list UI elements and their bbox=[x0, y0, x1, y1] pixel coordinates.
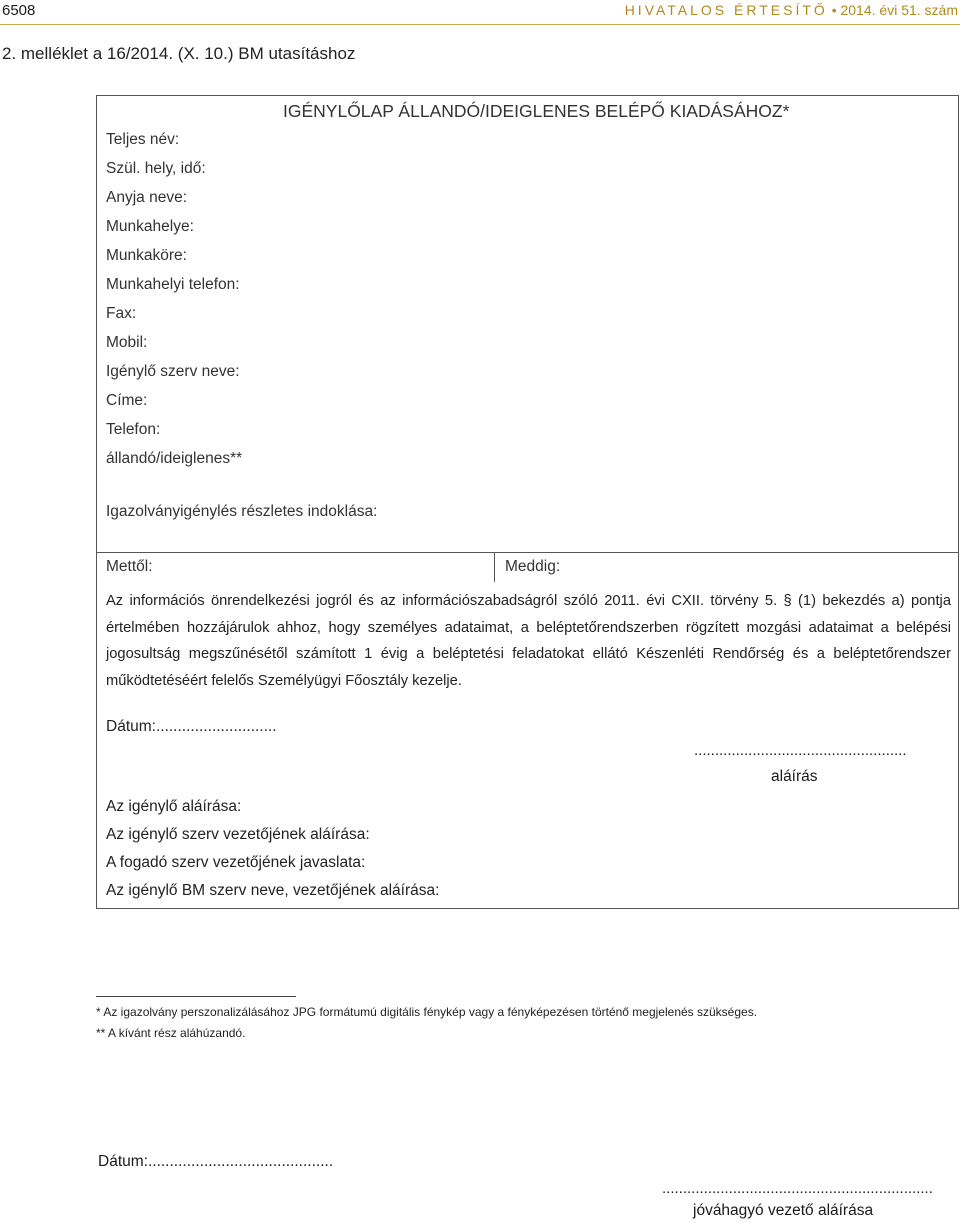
justification-label: Igazolványigénylés részletes indoklása: bbox=[106, 503, 378, 520]
journal-header bbox=[625, 2, 958, 18]
to-label: Meddig: bbox=[505, 558, 561, 575]
bm-org-signature: Az igénylő BM szerv neve, vezetőjének aláírása: bbox=[106, 882, 440, 899]
field-full-name: Teljes név: bbox=[106, 131, 180, 148]
footnote-2: ** A kívánt rész aláhúzandó. bbox=[96, 1026, 246, 1040]
field-requesting-org: Igénylő szerv neve: bbox=[106, 363, 240, 380]
field-fax: Fax: bbox=[106, 305, 137, 322]
header-bullet: • bbox=[831, 2, 837, 18]
signature-caption: aláírás bbox=[771, 768, 818, 785]
from-label: Mettől: bbox=[106, 558, 153, 575]
journal-name: HIVATALOS ÉRTESÍTŐ bbox=[624, 2, 828, 18]
date-divider bbox=[494, 552, 495, 582]
field-work-phone: Munkahelyi telefon: bbox=[106, 276, 240, 293]
approval-signature-line: ................................................................. bbox=[662, 1180, 933, 1197]
field-phone: Telefon: bbox=[106, 421, 161, 438]
annex-title: 2. melléklet a 16/2014. (X. 10.) BM utasításhoz bbox=[2, 44, 356, 63]
field-birth-place-date: Szül. hely, idő: bbox=[106, 160, 206, 177]
date-line: Dátum:............................ bbox=[106, 718, 277, 735]
field-mother-name: Anyja neve: bbox=[106, 189, 187, 206]
signature-line: ................................................... bbox=[694, 742, 907, 759]
footnote-1: * Az igazolvány perszonalizálásához JPG formátumú digitális fénykép vagy a fényképezésen történő megjelenés szükséges. bbox=[96, 1005, 758, 1019]
approval-date: Dátum:........................................... bbox=[98, 1153, 334, 1170]
approval-caption: jóváhagyó vezető aláírása bbox=[693, 1202, 874, 1219]
host-org-recommendation: A fogadó szerv vezetőjének javaslata: bbox=[106, 854, 366, 871]
footnote-rule bbox=[96, 996, 296, 997]
header-rule bbox=[0, 24, 960, 25]
form-main-box bbox=[96, 95, 959, 553]
field-address: Címe: bbox=[106, 392, 148, 409]
field-mobile: Mobil: bbox=[106, 334, 148, 351]
consent-statement: Az információs önrendelkezési jogról és az információszabadságról szóló 2011. évi CXII. törvény 5. § (1) bekezdés a) pontja értelmében hozzájárulok ahhoz, hogy személyes adataimat, a beléptetőrendszerben rögzített mozgási adataimat a belépési jogosultság megszűnésétől számított 1 évig a beléptetési feladatokat ellátó Készenléti Rendőrség és a beléptetőrendszer működtetéséért felelős Személyügyi Főosztály kezelje. bbox=[106, 593, 951, 689]
applicant-signature: Az igénylő aláírása: bbox=[106, 798, 242, 815]
field-workplace: Munkahelye: bbox=[106, 218, 194, 235]
field-position: Munkaköre: bbox=[106, 247, 187, 264]
org-head-signature: Az igénylő szerv vezetőjének aláírása: bbox=[106, 826, 370, 843]
issue-label: 2014. évi 51. szám bbox=[840, 2, 958, 18]
page-number: 6508 bbox=[2, 2, 36, 19]
form-title: IGÉNYLŐLAP ÁLLANDÓ/IDEIGLENES BELÉPŐ KIADÁSÁHOZ* bbox=[283, 101, 790, 121]
field-permanent-temporary: állandó/ideiglenes** bbox=[106, 450, 243, 467]
